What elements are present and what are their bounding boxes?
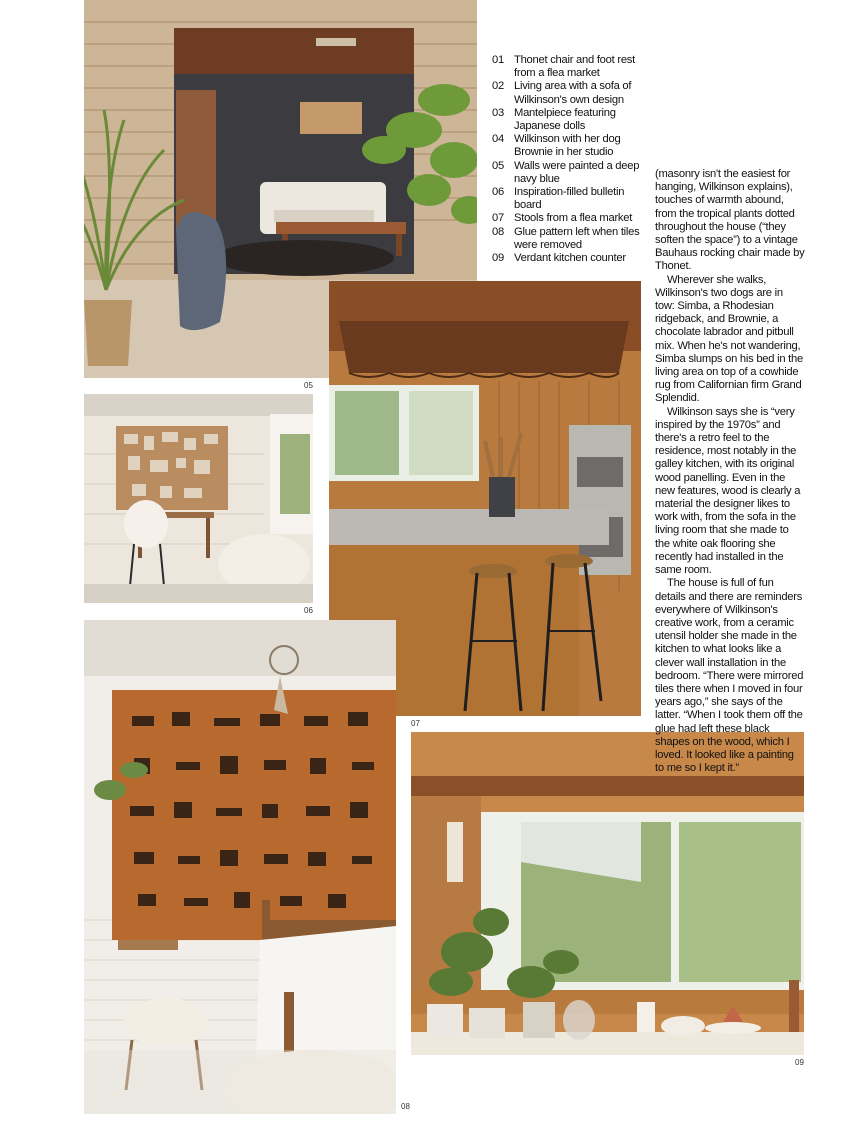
caption-number: 09 <box>492 252 504 265</box>
caption-item <box>492 133 642 159</box>
caption-item <box>492 160 642 186</box>
photo-09-kitchen-counter <box>411 732 804 1055</box>
caption-text: Glue pattern left when tiles were removed <box>514 225 640 251</box>
caption-text: Thonet chair and foot rest from a flea market <box>514 54 635 80</box>
caption-text: Stools from a flea market <box>514 212 633 225</box>
caption-number: 08 <box>492 225 504 238</box>
photo-08-number: 08 <box>401 1102 410 1111</box>
caption-number: 03 <box>492 106 504 119</box>
caption-number: 07 <box>492 212 504 225</box>
caption-text: Inspiration-filled bulletin board <box>514 186 625 212</box>
caption-item <box>492 186 642 212</box>
photo-05-number: 05 <box>304 381 313 390</box>
caption-number: 06 <box>492 186 504 199</box>
body-paragraph: (masonry isn't the easiest for hanging, Wilkinson explains), touches of warmth abound, from the tropical plants dotted throughout the house (“they soften the space”) to a vintage Bauhaus rocking chair made by Thonet. <box>655 168 805 273</box>
photo-captions-list <box>492 54 642 265</box>
caption-item <box>492 107 642 133</box>
caption-number: 05 <box>492 159 504 172</box>
article-body-column <box>655 168 805 775</box>
caption-number: 04 <box>492 133 504 146</box>
caption-item <box>492 226 642 252</box>
caption-text: Wilkinson with her dog Brownie in her studio <box>514 133 621 159</box>
caption-item <box>492 212 642 225</box>
caption-item <box>492 54 642 80</box>
body-paragraph: Wilkinson says she is “very inspired by the 1970s” and there's a retro feel to the residence, most notably in the galley kitchen, with its original wood panelling. Even in the new features, wood is clearly a material the designer likes to work with, from the sofa in the living room that she made to the white oak flooring she recently had installed in the same room. <box>655 405 801 577</box>
photo-08-bedroom <box>84 620 396 1114</box>
caption-text: Verdant kitchen counter <box>514 252 626 265</box>
body-paragraph: The house is full of fun details and there are reminders everywhere of Wilkinson's creative work, from a ceramic utensil holder she made in the kitchen to what looks like a clever wall installation in the bedroom. “There were mirrored tiles there when I moved in four years ago,” she says of the latter. “When I took them off the glue had left these black shapes on the wood, which I loved. It looked like a painting to me so I kept it.” <box>655 577 804 775</box>
caption-text: Living area with a sofa of Wilkinson's own design <box>514 80 632 106</box>
photo-09-number: 09 <box>795 1058 804 1067</box>
caption-text: Mantelpiece featuring Japanese dolls <box>514 106 616 133</box>
caption-item <box>492 80 642 106</box>
photo-06-number: 06 <box>304 606 313 615</box>
caption-item <box>492 252 642 265</box>
photo-07-number: 07 <box>411 719 420 728</box>
body-paragraph: Wherever she walks, Wilkinson's two dogs are in tow: Simba, a Rhodesian ridgeback, and Brownie, a chocolate labrador and pitbull mix. When he's not wandering, Simba slumps on his bed in the living area on top of a cowhide rug from Californian firm Grand Splendid. <box>655 273 803 405</box>
caption-text: Walls were painted a deep navy blue <box>514 159 640 185</box>
photo-06-studio <box>84 394 313 603</box>
caption-number: 01 <box>492 54 504 66</box>
caption-number: 02 <box>492 80 504 93</box>
